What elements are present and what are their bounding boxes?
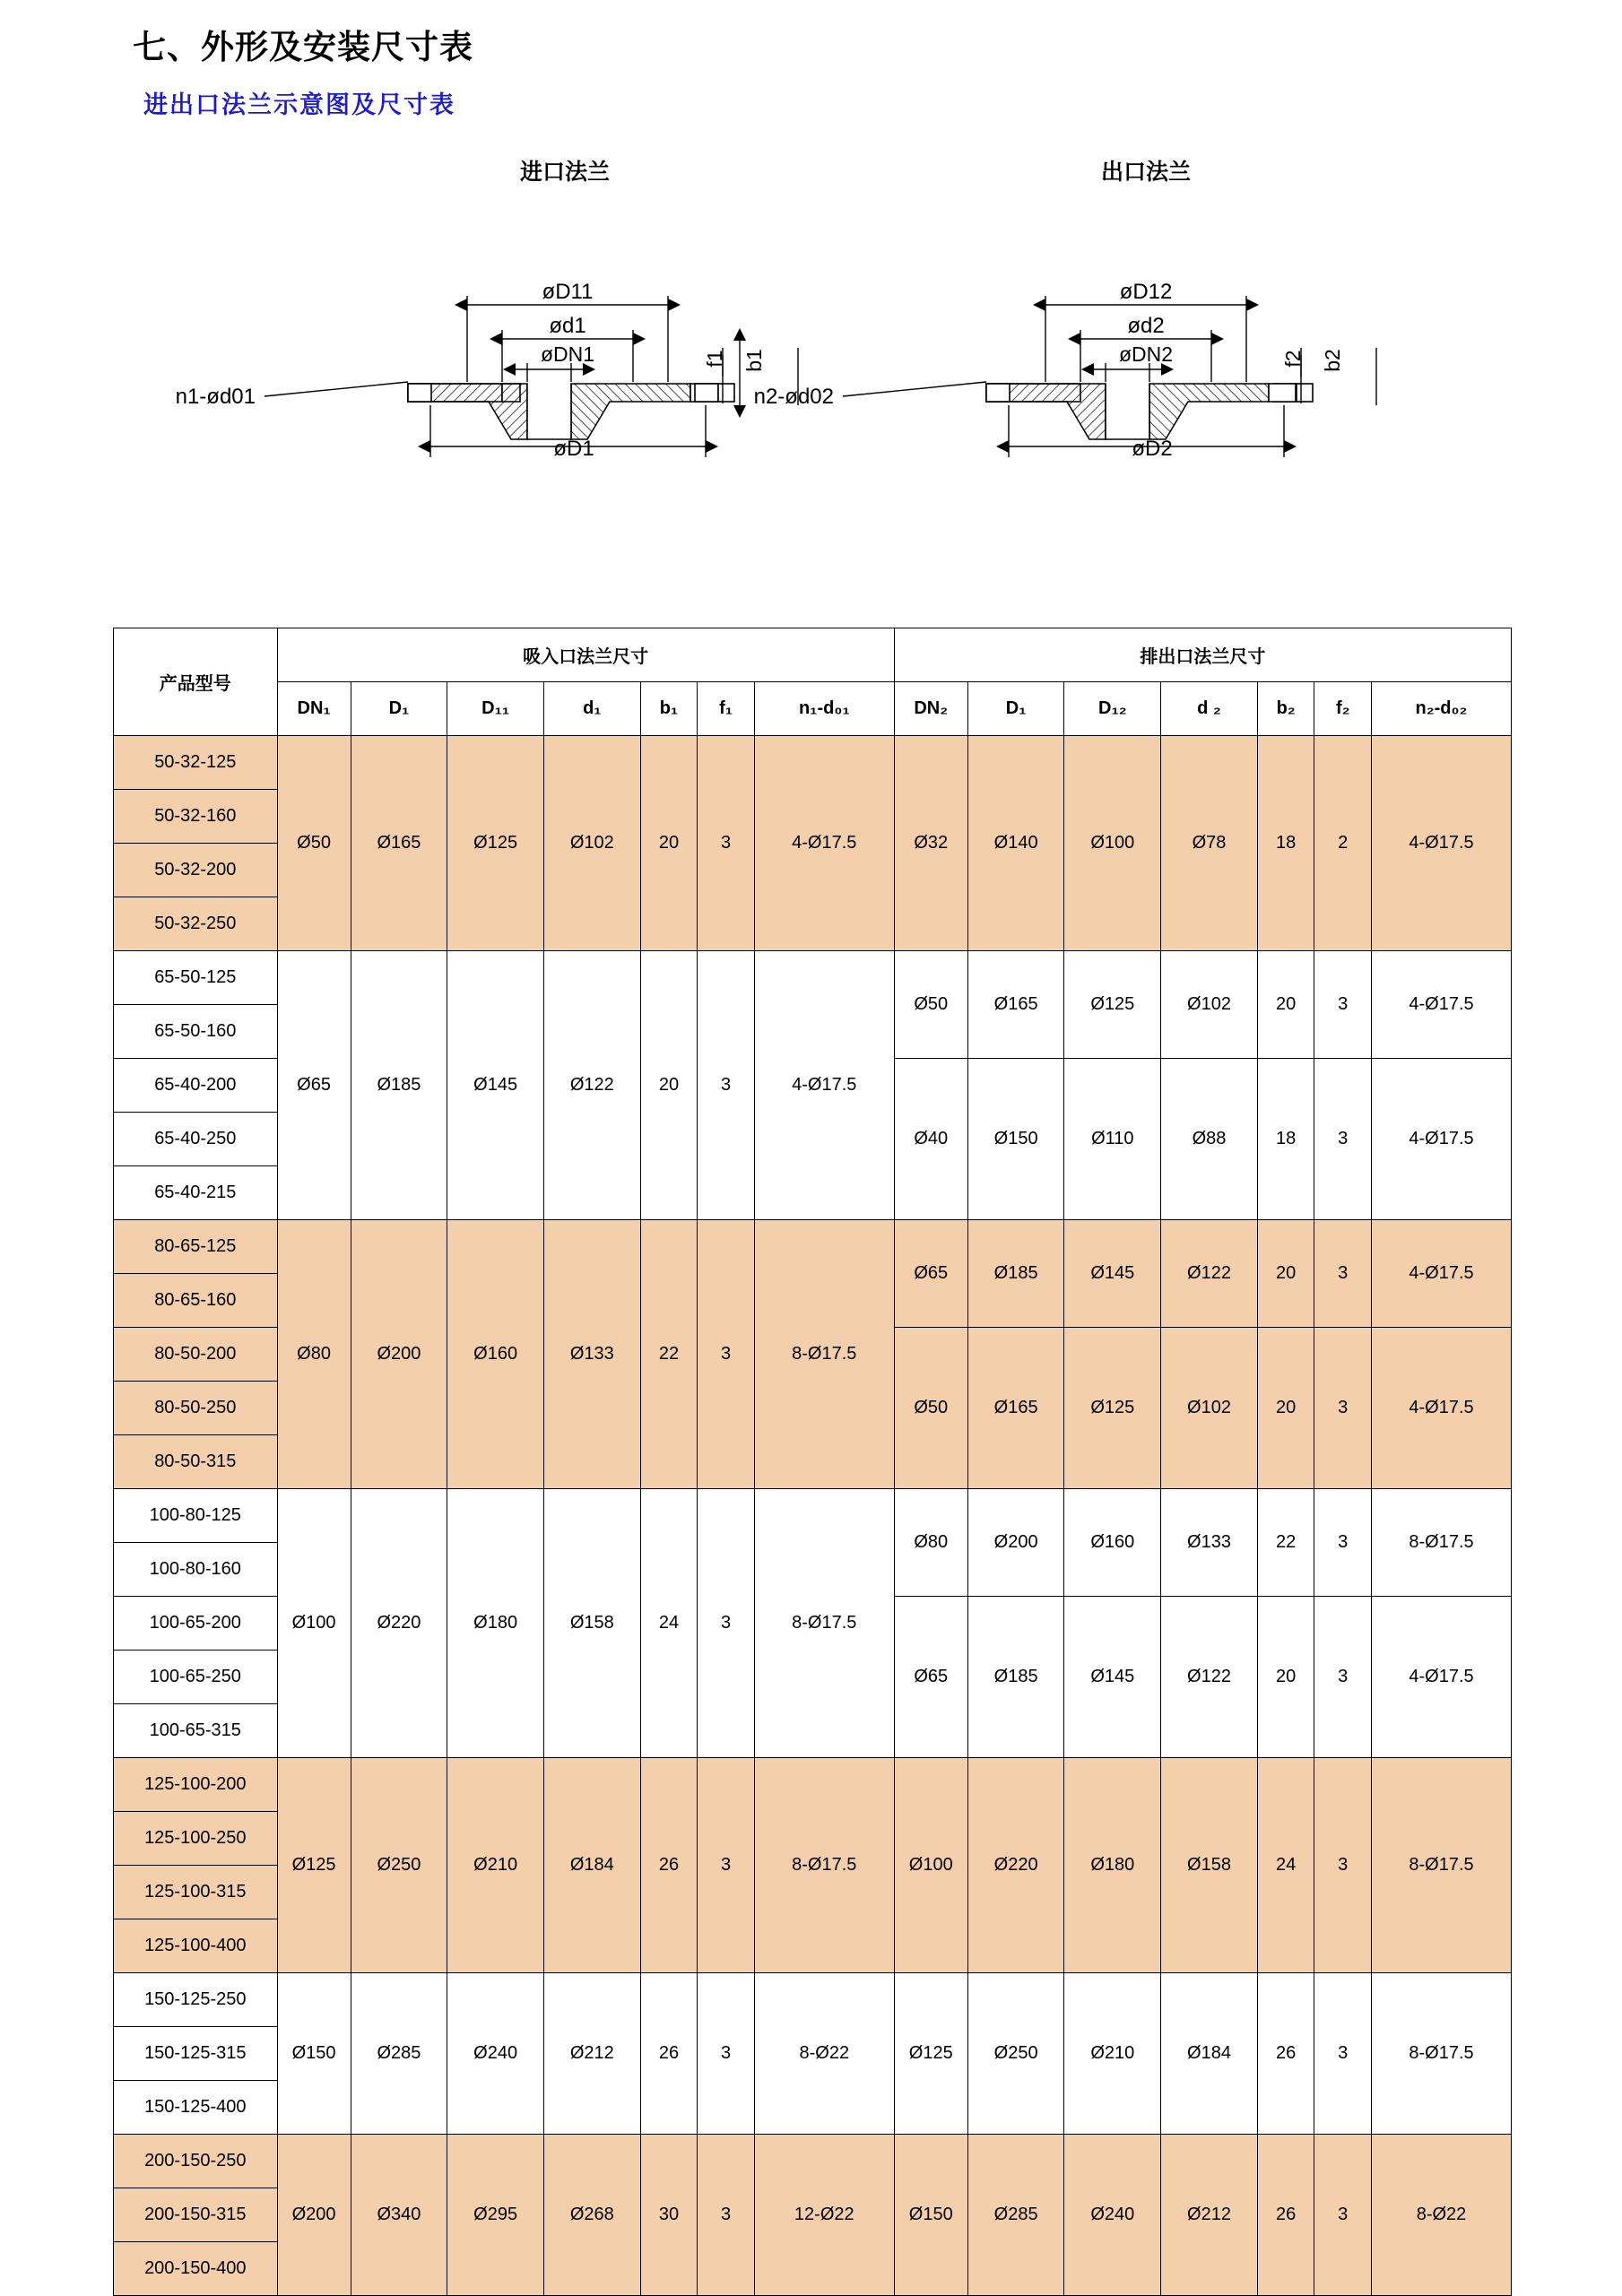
outlet-d: Ø185 (967, 1220, 1064, 1328)
table-row (114, 1758, 1512, 1812)
model-cell: 125-100-200 (114, 1758, 278, 1812)
outlet-dn: Ø80 (894, 1489, 967, 1597)
inlet-dn: Ø100 (277, 1489, 351, 1758)
inlet-b: 20 (640, 951, 698, 1220)
outlet-flange-caption: 出口法兰 (1101, 160, 1192, 185)
outlet-dd: Ø160 (1064, 1489, 1161, 1597)
model-cell: 50-32-250 (114, 897, 278, 951)
model-cell: 100-65-250 (114, 1651, 278, 1704)
outlet-n-d: 8-Ø17.5 (1372, 1489, 1512, 1597)
inlet-f: 3 (698, 951, 755, 1220)
outlet-dn: Ø65 (894, 1220, 967, 1328)
outlet-n-d: 8-Ø17.5 (1372, 1758, 1512, 1973)
inlet-f: 3 (698, 1489, 755, 1758)
outlet-n-d: 4-Ø17.5 (1372, 1597, 1512, 1758)
header-inlet-col-6: n₁-d₀₁ (754, 682, 894, 736)
inlet-f: 3 (698, 1758, 755, 1973)
flange-drawing-svg (0, 134, 1622, 547)
header-outlet-col-2: D₁₂ (1064, 682, 1161, 736)
model-cell: 100-80-160 (114, 1543, 278, 1597)
dimensions-table-wrap (113, 628, 1512, 2296)
label-n2-d02: n2-ød02 (753, 385, 834, 409)
outlet-d-small: Ø212 (1161, 2135, 1258, 2296)
label-b1: b1 (742, 349, 766, 372)
inlet-dd: Ø240 (447, 1973, 544, 2135)
outlet-dd: Ø100 (1064, 736, 1161, 951)
inlet-d-small: Ø212 (543, 1973, 640, 2135)
outlet-dn: Ø32 (894, 736, 967, 951)
header-group-outlet: 排出口法兰尺寸 (894, 628, 1511, 682)
model-cell: 150-125-315 (114, 2027, 278, 2081)
outlet-b: 20 (1257, 951, 1314, 1059)
model-cell: 50-32-160 (114, 790, 278, 844)
outlet-b: 20 (1257, 1597, 1314, 1758)
model-cell: 100-65-200 (114, 1597, 278, 1651)
label-n1-d01: n1-ød01 (175, 385, 256, 409)
outlet-b: 26 (1257, 1973, 1314, 2135)
outlet-f: 3 (1314, 1220, 1372, 1328)
header-outlet-col-3: d ₂ (1161, 682, 1258, 736)
label-f1: f1 (703, 350, 726, 368)
outlet-n-d: 4-Ø17.5 (1372, 1328, 1512, 1489)
header-inlet-col-2: D₁₁ (447, 682, 544, 736)
flange-diagrams (0, 134, 1622, 547)
outlet-d-small: Ø122 (1161, 1220, 1258, 1328)
inlet-dn: Ø150 (277, 1973, 351, 2135)
outlet-dn: Ø125 (894, 1973, 967, 2135)
table-row (114, 1973, 1512, 2027)
model-cell: 150-125-250 (114, 1973, 278, 2027)
outlet-f: 3 (1314, 1059, 1372, 1220)
inlet-d: Ø250 (351, 1758, 447, 1973)
inlet-dn: Ø50 (277, 736, 351, 951)
header-group-inlet: 吸入口法兰尺寸 (277, 628, 894, 682)
model-cell: 65-40-200 (114, 1059, 278, 1113)
model-cell: 200-150-250 (114, 2135, 278, 2188)
model-cell: 150-125-400 (114, 2081, 278, 2135)
inlet-d-small: Ø268 (543, 2135, 640, 2296)
model-cell: 80-50-315 (114, 1435, 278, 1489)
inlet-d: Ø285 (351, 1973, 447, 2135)
inlet-n-d: 8-Ø17.5 (754, 1489, 894, 1758)
inlet-dd: Ø160 (447, 1220, 544, 1489)
outlet-d-small: Ø184 (1161, 1973, 1258, 2135)
outlet-d: Ø165 (967, 951, 1064, 1059)
model-cell: 80-50-200 (114, 1328, 278, 1382)
model-cell: 100-65-315 (114, 1704, 278, 1758)
outlet-d: Ø150 (967, 1059, 1064, 1220)
inlet-n-d: 4-Ø17.5 (754, 951, 894, 1220)
model-cell: 125-100-400 (114, 1919, 278, 1973)
inlet-dd: Ø210 (447, 1758, 544, 1973)
model-cell: 200-150-315 (114, 2188, 278, 2242)
inlet-d-small: Ø122 (543, 951, 640, 1220)
inlet-d-small: Ø133 (543, 1220, 640, 1489)
inlet-f: 3 (698, 1220, 755, 1489)
header-inlet-col-1: D₁ (351, 682, 447, 736)
inlet-n-d: 12-Ø22 (754, 2135, 894, 2296)
outlet-f: 2 (1314, 736, 1372, 951)
outlet-d-small: Ø78 (1161, 736, 1258, 951)
outlet-f: 3 (1314, 1328, 1372, 1489)
model-cell: 80-65-125 (114, 1220, 278, 1274)
outlet-dd: Ø240 (1064, 2135, 1161, 2296)
outlet-b: 18 (1257, 1059, 1314, 1220)
inlet-n-d: 4-Ø17.5 (754, 736, 894, 951)
outlet-n-d: 4-Ø17.5 (1372, 736, 1512, 951)
inlet-b: 22 (640, 1220, 698, 1489)
table-row (114, 2135, 1512, 2188)
outlet-d: Ø185 (967, 1597, 1064, 1758)
outlet-dd: Ø210 (1064, 1973, 1161, 2135)
inlet-dn: Ø65 (277, 951, 351, 1220)
outlet-d-small: Ø88 (1161, 1059, 1258, 1220)
inlet-b: 26 (640, 1758, 698, 1973)
label-d1-big: øD1 (553, 437, 594, 461)
outlet-b: 18 (1257, 736, 1314, 951)
inlet-b: 26 (640, 1973, 698, 2135)
label-d2-big: øD2 (1132, 437, 1173, 461)
table-row (114, 736, 1512, 790)
header-model: 产品型号 (114, 628, 278, 736)
inlet-dn: Ø200 (277, 2135, 351, 2296)
model-cell: 65-40-215 (114, 1166, 278, 1220)
outlet-dd: Ø110 (1064, 1059, 1161, 1220)
inlet-n-d: 8-Ø17.5 (754, 1758, 894, 1973)
label-dn2: øDN2 (1118, 342, 1174, 366)
outlet-n-d: 4-Ø17.5 (1372, 1059, 1512, 1220)
inlet-dd: Ø295 (447, 2135, 544, 2296)
label-d1-small: ød1 (549, 314, 586, 338)
model-cell: 100-80-125 (114, 1489, 278, 1543)
outlet-d-small: Ø133 (1161, 1489, 1258, 1597)
inlet-b: 30 (640, 2135, 698, 2296)
inlet-dn: Ø80 (277, 1220, 351, 1489)
table-body (114, 736, 1512, 2296)
section-subtitle: 进出口法兰示意图及尺寸表 (143, 91, 455, 118)
model-cell: 80-50-250 (114, 1382, 278, 1435)
dimensions-table (113, 628, 1512, 2296)
model-cell: 65-40-250 (114, 1113, 278, 1166)
label-d12: øD12 (1119, 280, 1173, 304)
outlet-d: Ø140 (967, 736, 1064, 951)
outlet-n-d: 8-Ø22 (1372, 2135, 1512, 2296)
inlet-d: Ø220 (351, 1489, 447, 1758)
header-outlet-col-5: f₂ (1314, 682, 1372, 736)
outlet-d-small: Ø122 (1161, 1597, 1258, 1758)
outlet-b: 20 (1257, 1220, 1314, 1328)
outlet-b: 20 (1257, 1328, 1314, 1489)
outlet-d-small: Ø102 (1161, 1328, 1258, 1489)
outlet-d-small: Ø102 (1161, 951, 1258, 1059)
model-cell: 125-100-250 (114, 1812, 278, 1866)
header-outlet-col-4: b₂ (1257, 682, 1314, 736)
model-cell: 65-50-125 (114, 951, 278, 1005)
outlet-d-small: Ø158 (1161, 1758, 1258, 1973)
inlet-flange-caption: 进口法兰 (520, 160, 611, 185)
outlet-d: Ø285 (967, 2135, 1064, 2296)
outlet-b: 24 (1257, 1758, 1314, 1973)
outlet-dn: Ø100 (894, 1758, 967, 1973)
outlet-n-d: 4-Ø17.5 (1372, 951, 1512, 1059)
header-outlet-col-0: DN₂ (894, 682, 967, 736)
model-cell: 200-150-400 (114, 2242, 278, 2296)
header-inlet-col-4: b₁ (640, 682, 698, 736)
outlet-dd: Ø125 (1064, 1328, 1161, 1489)
outlet-dn: Ø50 (894, 951, 967, 1059)
inlet-dn: Ø125 (277, 1758, 351, 1973)
header-subrow (114, 682, 1512, 736)
outlet-f: 3 (1314, 951, 1372, 1059)
table-head (114, 628, 1512, 736)
outlet-f: 3 (1314, 1597, 1372, 1758)
outlet-b: 22 (1257, 1489, 1314, 1597)
outlet-dd: Ø145 (1064, 1597, 1161, 1758)
table-row (114, 951, 1512, 1005)
outlet-dd: Ø145 (1064, 1220, 1161, 1328)
inlet-dd: Ø145 (447, 951, 544, 1220)
inlet-b: 20 (640, 736, 698, 951)
outlet-dd: Ø180 (1064, 1758, 1161, 1973)
outlet-d: Ø165 (967, 1328, 1064, 1489)
outlet-f: 3 (1314, 2135, 1372, 2296)
header-outlet-col-6: n₂-d₀₂ (1372, 682, 1512, 736)
outlet-n-d: 8-Ø17.5 (1372, 1973, 1512, 2135)
outlet-f: 3 (1314, 1973, 1372, 2135)
outlet-dd: Ø125 (1064, 951, 1161, 1059)
outlet-dn: Ø40 (894, 1059, 967, 1220)
model-cell: 125-100-315 (114, 1866, 278, 1919)
outlet-d: Ø250 (967, 1973, 1064, 2135)
inlet-d-small: Ø158 (543, 1489, 640, 1758)
outlet-dn: Ø65 (894, 1597, 967, 1758)
outlet-b: 26 (1257, 2135, 1314, 2296)
inlet-f: 3 (698, 736, 755, 951)
outlet-d: Ø220 (967, 1758, 1064, 1973)
inlet-n-d: 8-Ø17.5 (754, 1220, 894, 1489)
outlet-n-d: 4-Ø17.5 (1372, 1220, 1512, 1328)
header-inlet-col-3: d₁ (543, 682, 640, 736)
header-inlet-col-0: DN₁ (277, 682, 351, 736)
inlet-d: Ø185 (351, 951, 447, 1220)
inlet-dd: Ø125 (447, 736, 544, 951)
inlet-d: Ø200 (351, 1220, 447, 1489)
inlet-dd: Ø180 (447, 1489, 544, 1758)
header-inlet-col-5: f₁ (698, 682, 755, 736)
model-cell: 50-32-200 (114, 844, 278, 897)
inlet-n-d: 8-Ø22 (754, 1973, 894, 2135)
inlet-d: Ø340 (351, 2135, 447, 2296)
inlet-b: 24 (640, 1489, 698, 1758)
label-d2-small: ød2 (1127, 314, 1165, 338)
model-cell: 80-65-160 (114, 1274, 278, 1328)
label-d11: øD11 (542, 280, 594, 304)
model-cell: 50-32-125 (114, 736, 278, 790)
inlet-d-small: Ø102 (543, 736, 640, 951)
table-row (114, 1489, 1512, 1543)
outlet-f: 3 (1314, 1758, 1372, 1973)
inlet-d: Ø165 (351, 736, 447, 951)
header-outlet-col-1: D₁ (967, 682, 1064, 736)
outlet-f: 3 (1314, 1489, 1372, 1597)
page-title: 七、外形及安装尺寸表 (133, 29, 473, 65)
outlet-d: Ø200 (967, 1489, 1064, 1597)
inlet-f: 3 (698, 1973, 755, 2135)
model-cell: 65-50-160 (114, 1005, 278, 1059)
outlet-dn: Ø50 (894, 1328, 967, 1489)
label-b2: b2 (1321, 349, 1344, 372)
outlet-dn: Ø150 (894, 2135, 967, 2296)
table-row (114, 1220, 1512, 1274)
inlet-d-small: Ø184 (543, 1758, 640, 1973)
label-f2: f2 (1281, 350, 1305, 368)
inlet-f: 3 (698, 2135, 755, 2296)
label-dn1: øDN1 (540, 342, 595, 366)
